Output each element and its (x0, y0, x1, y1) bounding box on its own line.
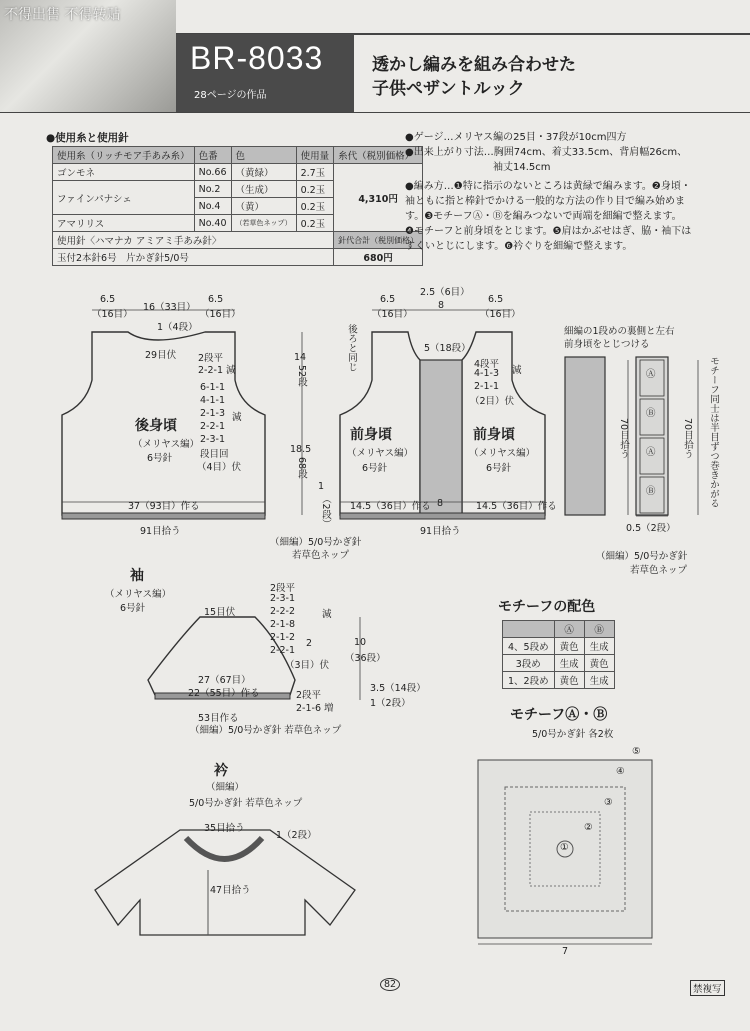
strip-join-note: モチーフ同士は半目ずつ巻きかがる (708, 356, 719, 508)
size-note: ●出来上がり寸法…胸囲74cm、着丈33.5cm、背肩幅26cm、 (405, 147, 688, 158)
front-center-panel (420, 360, 462, 515)
strip-motif-a: Ⓐ (646, 369, 656, 380)
motif-round-label: ① (560, 842, 569, 853)
back-body-name: 後身頃 (135, 418, 177, 434)
title-line2: 子供ペザントルック (372, 79, 525, 99)
motif-round-label: ② (584, 822, 593, 833)
front-center-8: 8 (437, 498, 444, 509)
col-header: 使用量 (296, 147, 334, 164)
back-needle: 6号針 (147, 453, 173, 464)
back-bind-29: 29目伏 (145, 350, 177, 361)
yarn-name: ゴンモネ (53, 164, 195, 181)
front-neck-2: 4-1-3 (474, 368, 499, 379)
front-dim-8: 8 (438, 300, 445, 311)
materials-heading: ●使用糸と使用針 (46, 132, 129, 144)
sleeve-height-1: 1（2段） (370, 698, 411, 709)
col-header: 色番 (194, 147, 231, 164)
sleeve-title: 袖 (130, 568, 144, 584)
motif-col-header: Ⓑ (584, 621, 614, 638)
strip-motif-b: Ⓑ (646, 408, 656, 419)
method-note-3: す。❸モチーフⒶ・Ⓑを編みつないで両端を細編で整えます。 (405, 211, 682, 222)
strip-note-2: 前身頃をとじつける (564, 339, 650, 350)
col-header: 使用糸（リッチモア手あみ糸） (53, 147, 195, 164)
motif-cell: 黄色 (584, 655, 614, 672)
needle-price: 680円 (334, 249, 423, 266)
back-arm-dec: 減 (232, 412, 242, 423)
method-note-4: ❹モチーフと前身頃をとじます。❺肩はかぶせはぎ、脇・袖下は (405, 226, 692, 237)
strip-bottom-rows: 0.5（2段） (626, 523, 676, 534)
back-stitch: （メリヤス編） (133, 439, 200, 450)
collar-band (186, 838, 262, 859)
sleeve-bind-3: （3目）伏 (285, 660, 330, 671)
back-dim-1-st: （16目） (92, 309, 133, 320)
front-neck-rows: 5（18段） (424, 343, 471, 354)
needle-price-label: 針代合計（税別価格） (334, 232, 423, 249)
front-neck-4: （2目）伏 (470, 396, 515, 407)
gauge-note: ●ゲージ…メリヤス編の25目・37段が10cm四方 (405, 132, 627, 143)
back-arm-3: 2-1-3 (200, 408, 225, 419)
sleeve-height-10-rows: （36段） (345, 653, 386, 664)
collar-title: 衿 (214, 763, 228, 779)
motif-row-label: 3段め (503, 655, 555, 672)
yarn-name: アマリリス (53, 215, 195, 232)
size-note-2: 袖丈14.5cm (493, 162, 551, 173)
yarn-color: （黄） (231, 198, 296, 215)
collar-stitch: （細編） (206, 782, 245, 793)
front-dim-center: 2.5（6目） (420, 287, 470, 298)
strip-edge-color: 若草色ネップ (630, 565, 688, 576)
sleeve-height-10: 10 (354, 637, 367, 648)
back-arm-4: 2-2-1 (200, 421, 225, 432)
front-pick-up: 91目拾う (420, 526, 461, 537)
motif-color-title: モチーフの配色 (498, 599, 596, 615)
back-dim-1: 6.5 (100, 294, 116, 305)
front-left-needle: 6号針 (362, 463, 388, 474)
motif-cell: 生成 (584, 638, 614, 655)
back-height-1-rows: 52段 (296, 365, 307, 387)
back-arm-bind: （4目）伏 (197, 462, 242, 473)
back-dec-1: 2段平 (198, 353, 224, 364)
strip-right-pick: 70目拾う (682, 418, 693, 459)
front-dim-3-st: （16目） (480, 309, 521, 320)
front-left-stitch: （メリヤス編） (347, 448, 414, 459)
sleeve-stitch: （メリヤス編） (105, 589, 172, 600)
motif-color-table (502, 620, 615, 689)
page-reference: 28ページの作品 (194, 90, 267, 101)
method-note-2: 袖ともに指と棒針でかける一般的な方法の作り目で編み始めま (405, 196, 685, 207)
front-cast-left: 14.5（36目）作る (350, 501, 431, 512)
front-neck-dec: 減 (512, 365, 522, 376)
pattern-code: BR-8033 (190, 40, 324, 76)
yarn-price: 4,310円 (334, 164, 423, 232)
back-height-2-rows: 68段 (296, 457, 307, 479)
front-right-stitch: （メリヤス編） (469, 448, 536, 459)
sleeve-cap-dec: 減 (322, 609, 332, 620)
motif-col-header (503, 621, 555, 638)
front-same-as-back: 後ろと同じ (346, 324, 357, 372)
yarn-color: （若草色ネップ） (231, 215, 296, 232)
motif-cell: 生成 (584, 672, 614, 689)
sleeve-cap-3: 2-2-2 (270, 606, 295, 617)
sleeve-cap-2: 2-3-1 (270, 593, 295, 604)
motif-col-header: Ⓐ (554, 621, 584, 638)
back-arm-5: 2-3-1 (200, 434, 225, 445)
front-left-name: 前身頃 (350, 427, 392, 443)
back-cast-on: 37（93目）作る (128, 501, 200, 512)
back-neck-rows: 1（4段） (157, 322, 198, 333)
sleeve-cap-times: 2 (306, 638, 313, 649)
sleeve-cap-4: 2-1-8 (270, 619, 295, 630)
needle-label: 使用針〈ハマナカ アミアミ手あみ針〉 (53, 232, 334, 249)
strip-left-pick: 70目拾う (618, 418, 629, 459)
col-header: 糸代（税別価格） (334, 147, 423, 164)
method-note-1: ●編み方…❶特に指示のないところは黄緑で編みます。❷身頃・ (405, 181, 691, 192)
motif-round-label: ⑤ (632, 746, 641, 757)
method-note-5: すくいとじにします。❻衿ぐりを細編で整えます。 (405, 241, 633, 252)
yarn-number: No.2 (194, 181, 231, 198)
back-arm-2: 4-1-1 (200, 395, 225, 406)
motif-width: 7 (562, 946, 569, 957)
body-edge-stitch: （細編）5/0号かぎ針 (270, 537, 362, 548)
strip-motif-a: Ⓐ (646, 447, 656, 458)
sleeve-width-27: 27（67目） (198, 675, 251, 686)
front-cast-right: 14.5（36目）作る (476, 501, 557, 512)
motif-needle: 5/0号かぎ針 各2枚 (532, 729, 614, 740)
back-arm-6: 段目回 (200, 449, 229, 460)
back-dim-3: 6.5 (208, 294, 224, 305)
yarn-number: No.66 (194, 164, 231, 181)
yarn-color: （生成） (231, 181, 296, 198)
front-dim-1: 6.5 (380, 294, 396, 305)
motif-title: モチーフⒶ・Ⓑ (510, 707, 608, 723)
strip-motif-b: Ⓑ (646, 486, 656, 497)
back-hem-band (62, 513, 265, 519)
sleeve-inc-2: 2-1-6 増 (296, 703, 334, 714)
body-edge-color: 若草色ネップ (292, 550, 350, 561)
collar-needle: 5/0号かぎ針 若草色ネップ (189, 798, 303, 809)
motif-cell: 黄色 (554, 672, 584, 689)
col-header: 色 (231, 147, 296, 164)
collar-rows: 1（2段） (276, 830, 317, 841)
title-line1: 透かし編みを組み合わせた (372, 55, 576, 75)
yarn-number: No.4 (194, 198, 231, 215)
sleeve-bind-15: 15目伏 (204, 607, 236, 618)
sleeve-cast-53: 53目作る (198, 713, 239, 724)
motif-cell: 生成 (554, 655, 584, 672)
collar-pick-47: 47目拾う (210, 885, 251, 896)
sleeve-needle: 6号針 (120, 603, 146, 614)
yarn-amount: 0.2玉 (296, 198, 334, 215)
sleeve-cast-22: 22（55目）作る (188, 688, 260, 699)
back-arm-1: 6-1-1 (200, 382, 225, 393)
motif-round-label: ③ (604, 797, 613, 808)
back-dec-2: 2-2-1 減 (198, 365, 236, 376)
yarn-amount: 0.2玉 (296, 181, 334, 198)
sleeve-edge: （細編）5/0号かぎ針 若草色ネップ (190, 725, 342, 736)
back-height-1: 14 (294, 352, 307, 363)
back-dim-3-st: （16目） (200, 309, 241, 320)
front-dim-3: 6.5 (488, 294, 504, 305)
front-dim-1-st: （16目） (372, 309, 413, 320)
motif-row-label: 4、5段め (503, 638, 555, 655)
yarn-number: No.40 (194, 215, 231, 232)
sleeve-height-3-5: 3.5（14段） (370, 683, 426, 694)
motif-round-label: ④ (616, 766, 625, 777)
front-right-needle: 6号針 (486, 463, 512, 474)
front-neck-1: 4段平 (474, 359, 500, 370)
sleeve-cap-5: 2-1-2 (270, 632, 295, 643)
back-height-3-rows: （2段） (320, 494, 331, 529)
yarn-name: ファインパナシェ (53, 181, 195, 215)
motif-row-label: 1、2段め (503, 672, 555, 689)
yarn-amount: 0.2玉 (296, 215, 334, 232)
copy-stamp: 禁複写 (690, 980, 725, 996)
plain-strip (565, 357, 605, 515)
sleeve-cap-1: 2段平 (270, 583, 296, 594)
front-neck-3: 2-1-1 (474, 381, 499, 392)
strip-edge-stitch: （細編）5/0号かぎ針 (596, 551, 688, 562)
sleeve-inc-1: 2段平 (296, 690, 322, 701)
watermark: 不得出售 不得转贴 (4, 7, 121, 23)
back-dim-2: 16（33目） (143, 302, 196, 313)
collar-pick-35: 35目拾う (204, 823, 245, 834)
front-right-name: 前身頃 (473, 427, 515, 443)
strip-note-1: 細編の1段めの裏側と左右 (564, 326, 675, 337)
motif-cell: 黄色 (554, 638, 584, 655)
back-height-2: 18.5 (290, 444, 312, 455)
back-pick-up: 91目拾う (140, 526, 181, 537)
sleeve-cap-6: 2-2-1 (270, 645, 295, 656)
needle-value: 玉付2本針6号 片かぎ針5/0号 (53, 249, 334, 266)
page-number: 82 (380, 978, 400, 991)
front-hem-band (340, 513, 545, 519)
yarn-amount: 2.7玉 (296, 164, 334, 181)
back-height-3: 1 (318, 481, 325, 492)
yarn-color: （黄緑） (231, 164, 296, 181)
